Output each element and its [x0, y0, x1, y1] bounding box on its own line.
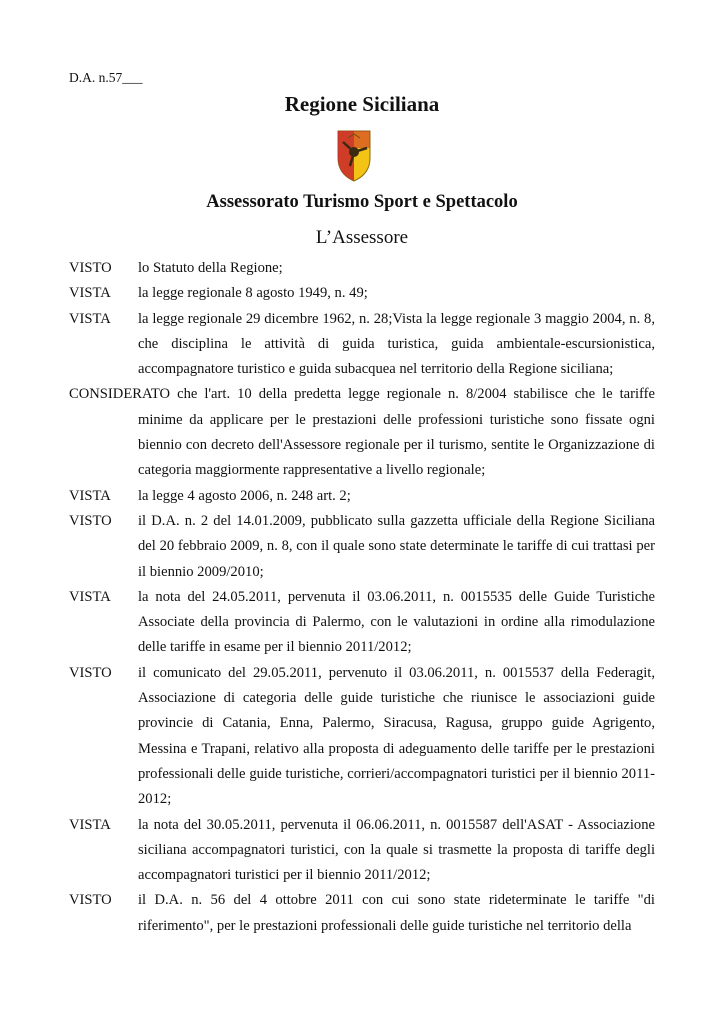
clause-text: la legge regionale 29 dicembre 1962, n. 28;Vista la legge regionale 3 maggio 2004, n. 8, che disciplina le attività di guida turistica, guida ambientale-escursionistica, accompagnatore turistico e guida subacquea nel territorio della Regione siciliana;	[138, 310, 655, 378]
clause-text: il D.A. n. 56 del 4 ottobre 2011 con cui sono state rideterminate le tariffe "di riferimento", per le prestazioni professionali delle guide turistiche nel territorio della	[138, 892, 655, 934]
clause-keyword: VISTA	[69, 310, 111, 327]
clause-text: la legge 4 agosto 2006, n. 248 art. 2;	[138, 487, 351, 504]
clause-first-text: che l'art. 10 della predetta legge regionale n. 8/2004 stabilisce che le tariffe	[177, 386, 655, 403]
preamble-clauses	[69, 256, 655, 939]
clause-text: la legge regionale 8 agosto 1949, n. 49;	[138, 285, 368, 302]
region-title: Regione Siciliana	[284, 92, 440, 116]
clause	[69, 509, 655, 585]
clause-considerato	[69, 382, 655, 483]
clause-keyword: VISTA	[69, 285, 111, 302]
clause	[69, 585, 655, 661]
clause	[69, 661, 655, 813]
department-title: Assessorato Turismo Sport e Spettacolo	[206, 192, 518, 212]
clause	[69, 888, 655, 939]
clause-keyword: VISTO	[69, 664, 112, 681]
clause-text: minime da applicare per le prestazioni delle professioni turistiche sono fissate ogni biennio con decreto dell'Assessore regionale per il turismo, sentite le Organizzazione di categoria maggiormente rappresentative a livello regionale;	[138, 411, 655, 479]
clause-text: il D.A. n. 2 del 14.01.2009, pubblicato sulla gazzetta ufficiale della Regione Siciliana del 20 febbraio 2009, n. 8, con il quale sono state determinate le tariffe di cui trattasi per il biennio 2009/2010;	[138, 512, 655, 580]
clause-keyword: VISTA	[69, 588, 111, 605]
clause-keyword: VISTO	[69, 260, 112, 276]
clause-keyword: VISTO	[69, 512, 112, 529]
clause-text: il comunicato del 29.05.2011, pervenuto il 03.06.2011, n. 0015537 della Federagit, Associazione di categoria delle guide turistiche che riunisce le associazioni guide provincie di Catania, Enna, Palermo, Siracusa, Ragusa, gruppo guide Agrigento, Messina e Trapani, relativo alla proposta di adeguamento delle tariffe per le prestazioni professionali delle guide turistiche, corrieri/accompagnatori turistici per il biennio 2011-2012;	[138, 664, 655, 808]
clause	[69, 307, 655, 383]
clause-text: la nota del 30.05.2011, pervenuta il 06.06.2011, n. 0015587 dell'ASAT - Associazione siciliana accompagnatori turistici, con la quale si trasmette la proposta di tariffe degli accompagnatori turistici per il biennio 2011/2012;	[138, 816, 655, 884]
clause	[69, 813, 655, 889]
clause	[69, 281, 655, 306]
clause-keyword: VISTA	[69, 487, 111, 504]
decree-reference: D.A. n.57___	[69, 70, 143, 85]
clause-first-line	[69, 382, 655, 407]
clause-text: lo Statuto della Regione;	[138, 260, 283, 276]
clause	[69, 484, 655, 509]
clause-keyword: VISTA	[69, 816, 111, 833]
region-emblem-icon	[334, 128, 374, 184]
office-title: L’Assessore	[315, 227, 409, 248]
clause-keyword: VISTO	[69, 892, 112, 909]
clause-text: la nota del 24.05.2011, pervenuta il 03.06.2011, n. 0015535 delle Guide Turistiche Associate della provincia di Palermo, con le valutazioni in ordine alla rimodulazione delle tariffe in esame per il biennio 2011/2012;	[138, 588, 655, 656]
clause	[69, 256, 655, 281]
clause-keyword: CONSIDERATO	[69, 386, 171, 403]
